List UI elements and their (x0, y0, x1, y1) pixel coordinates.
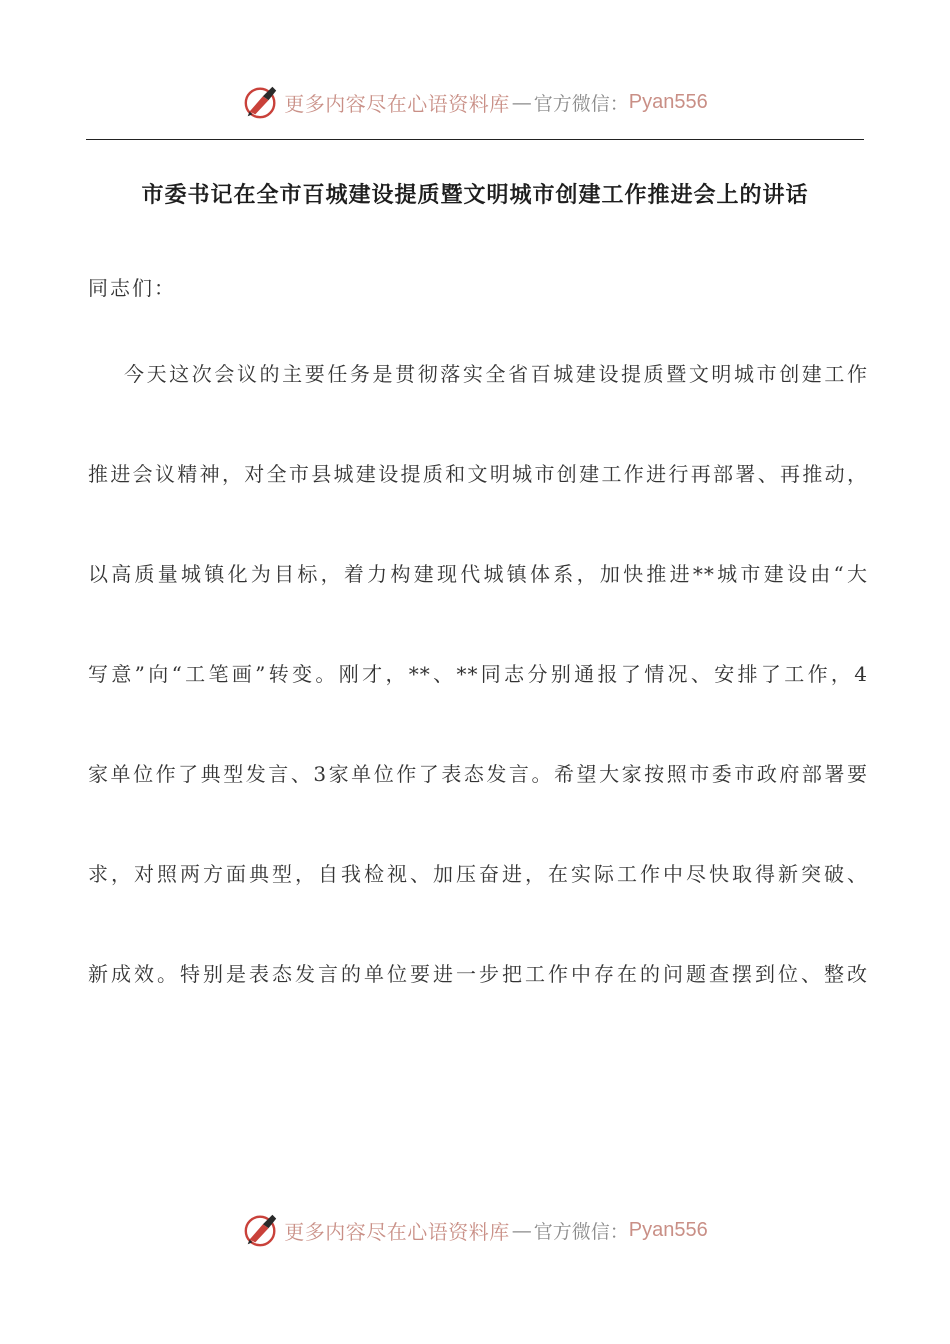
pen-logo-icon (242, 83, 280, 121)
document-title: 市委书记在全市百城建设提质暨文明城市创建工作推进会上的讲话 (141, 183, 809, 208)
header-divider (86, 139, 864, 140)
footer-banner (0, 1210, 950, 1250)
banner-wechat-label: 官方微信： (533, 1220, 629, 1243)
body-line: 求，对照两方面典型，自我检视、加压奋进，在实际工作中尽快取得新突破、 (88, 862, 868, 886)
banner-text: 更多内容尽在心语资料库 (284, 1219, 510, 1244)
banner-wechat-label: 官方微信： (533, 92, 629, 115)
banner-dash: — (511, 1218, 532, 1242)
body-line: 写意”向“工笔画”转变。刚才，**、**同志分别通报了情况、安排了工作，4 (88, 662, 868, 686)
body-line: 新成效。特别是表态发言的单位要进一步把工作中存在的问题查摆到位、整改 (88, 962, 868, 986)
body-line: 今天这次会议的主要任务是贯彻落实全省百城建设提质暨文明城市创建工作 (124, 362, 868, 386)
banner-wechat-id: Pyan556 (628, 1218, 708, 1241)
banner-text: 更多内容尽在心语资料库 (284, 91, 510, 116)
header-banner (0, 82, 950, 122)
body-line: 以高质量城镇化为目标，着力构建现代城镇体系，加快推进**城市建设由“大 (88, 562, 868, 586)
body-line: 推进会议精神，对全市县城建设提质和文明城市创建工作进行再部署、再推动， (88, 462, 868, 486)
salutation: 同志们： (88, 276, 176, 300)
body-line: 家单位作了典型发言、3家单位作了表态发言。希望大家按照市委市政府部署要 (88, 762, 868, 786)
banner-wechat-id: Pyan556 (628, 90, 708, 113)
banner-dash: — (511, 90, 532, 114)
pen-logo-icon (242, 1211, 280, 1249)
document-body (88, 358, 868, 1058)
